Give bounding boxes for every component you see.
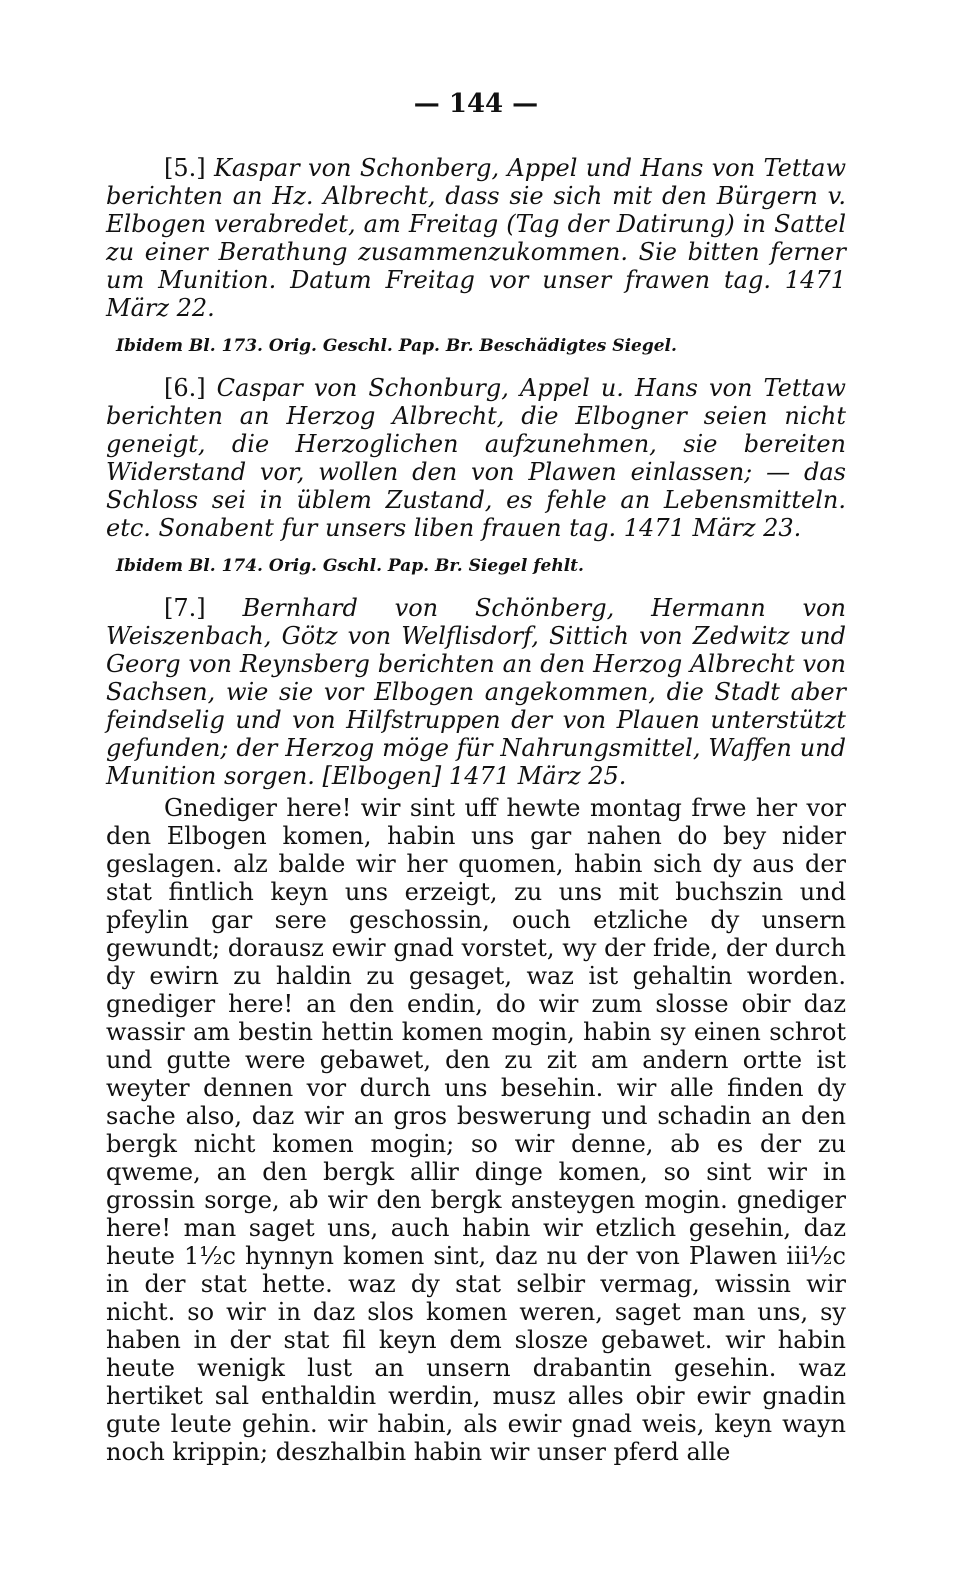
letter-text: Gnediger here! wir sint uff hewte montag frwe her vor den Elbogen komen, habin uns gar nahen do bey nider geslagen. alz balde wir her quomen, habin sich dy aus der stat fintlich keyn uns erzeigt, zu uns mit buchszin und pfeylin gar sere geschossin, ouch etzliche dy unsern gewundt; dorausz ewir gnad vorstet, wy der fride, der durch dy ewirn zu haldin zu gesaget, waz ist gehaltin worden. gnediger here! an den endin, do wir zum slosse obir daz wassir am bestin hettin komen mogin, habin sy einen schrot und gutte were gebawet, den zu zit am andern ortte ist weyter dennen vor durch uns besehin. wir alle finden dy sache also, daz wir an gros beswerung und schadin an den bergk nicht komen mogin; so wir denne, ab es der zu qweme, an den bergk allir dinge komen, so sint wir in grossin sorge, ab wir den bergk ansteygen mogin. gnediger here! man saget uns, auch habin wir etzlich gesehin, daz heute 1½c hynnyn komen sint, daz nu der von Plawen iii½c in der stat hette. waz dy stat selbir vermag, wissin wir nicht. so wir in daz slos komen weren, saget man uns, sy haben in der stat fil keyn dem slosze gebawet. wir habin heute wenigk lust an unsern drabantin gesehin. waz hertiket sal enthaldin werdin, musz alles obir ewir gnadin gute leute gehin. wir habin, als ewir gnad weis, keyn wayn noch krippin; deszhalbin habin wir unser pferd alle bbox=[106, 794, 846, 1466]
entry-6-summary: Caspar von Schonburg, Appel u. Hans von Tettaw berichten an Herzog Albrecht, die Elbogner seien nicht geneigt, die Herzoglichen aufzunehmen, sie bereiten Widerstand vor, wollen den von Plawen einlassen; — das Schloss sei in üblem Zustand, es fehle an Lebensmitteln. etc. Sonabent fur unsers liben frauen tag. 1471 März 23. bbox=[106, 374, 846, 542]
document-page bbox=[106, 84, 846, 1466]
entry-6-source: Ibidem Bl. 174. Orig. Gschl. Pap. Br. Siegel fehlt. bbox=[116, 556, 584, 576]
entry-7-summary: Bernhard von Schönberg, Hermann von Weiszenbach, Götz von Welflisdorf, Sittich von Zedwitz und Georg von Reynsberg berichten an den Herzog Albrecht von Sachsen, wie sie vor Elbogen angekommen, die Stadt aber feindselig und von Hilfstruppen der von Plauen unterstützt gefunden; der Herzog möge für Nahrungsmittel, Waffen und Munition sorgen. [Elbogen] 1471 März 25. bbox=[106, 594, 846, 790]
entry-7 bbox=[106, 594, 846, 790]
entry-7-number: [7.] bbox=[164, 594, 206, 622]
entry-5-summary: Kaspar von Schonberg, Appel und Hans von Tettaw berichten an Hz. Albrecht, dass sie sich mit den Bürgern v. Elbogen verabredet, am Freitag (Tag der Datirung) in Sattel zu einer Berathung zusammenzukommen. Sie bitten ferner um Munition. Datum Freitag vor unser frawen tag. 1471 März 22. bbox=[106, 154, 846, 322]
entry-5-source: Ibidem Bl. 173. Orig. Geschl. Pap. Br. Beschädigtes Siegel. bbox=[116, 336, 677, 356]
entry-5-number: [5.] bbox=[164, 154, 206, 182]
entry-6-number: [6.] bbox=[164, 374, 206, 402]
entry-5 bbox=[106, 154, 846, 322]
entry-6 bbox=[106, 374, 846, 542]
page-number: — 144 — bbox=[413, 89, 539, 119]
